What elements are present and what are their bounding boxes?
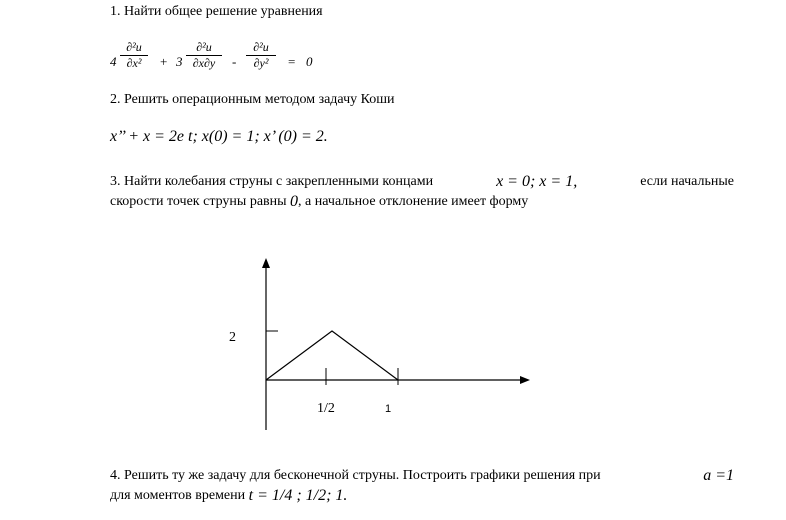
coef-4: 4: [110, 54, 117, 69]
fraction-numerator: ∂²u: [196, 40, 212, 54]
fraction-d2u-dy2: [246, 40, 276, 71]
problem-3-line-1: [110, 172, 734, 192]
problem-3-zero-math: 0: [290, 193, 299, 210]
fraction-d2u-dxdy: [186, 40, 222, 71]
x-axis-arrow: [520, 376, 530, 384]
problem-3-line-2: [110, 192, 734, 212]
problem-1-text: 1. Найти общее решение уравнения: [110, 4, 323, 19]
fraction-numerator: ∂²u: [253, 40, 269, 54]
problem-3-line-1-end: если начальные: [640, 174, 734, 189]
problem-3-line-2-end: , а начальное отклонение имеет форму: [298, 194, 529, 209]
problem-4-line-1: [110, 466, 734, 486]
problem-2-text: 2. Решить операционным методом задачу Коши: [110, 92, 395, 107]
fraction-denominator: ∂y²: [253, 56, 269, 70]
x-tick-label-half: 1/2: [317, 401, 335, 416]
fraction-numerator: ∂²u: [126, 40, 142, 54]
problem-3-boundary-math: x = 0; x = 1,: [496, 173, 578, 190]
problem-3-text: [110, 172, 734, 212]
plus-sign: +: [160, 54, 168, 69]
x-tick-label-one: 1: [384, 403, 392, 415]
problem-4-speed-math: a =1: [703, 467, 734, 484]
deflection-series-line: [266, 331, 398, 380]
problem-4-text: [110, 466, 734, 506]
cauchy-formula: x’’ + x = 2e t; x(0) = 1; x’ (0) = 2.: [110, 128, 328, 145]
coef-3: 3: [176, 54, 183, 69]
problem-4-line-2: [110, 486, 734, 506]
fraction-denominator: ∂x∂y: [192, 56, 216, 70]
y-axis-arrow: [262, 258, 270, 268]
problem-3-line-2-start: скорости точек струны равны: [110, 194, 287, 209]
minus-sign: -: [232, 54, 237, 69]
problem-4-line-1-start: 4. Решить ту же задачу для бесконечной струны. Построить графики решения при: [110, 468, 601, 483]
y-tick-label-2: 2: [229, 330, 236, 345]
zero: 0: [306, 54, 313, 69]
fraction-d2u-dx2: [120, 40, 148, 71]
equals-sign: =: [288, 54, 296, 69]
problem-4-line-2-start: для моментов времени: [110, 488, 246, 503]
problem-4-times-math: t = 1/4 ; 1/2; 1.: [248, 487, 348, 504]
problem-3-line-1-start: 3. Найти колебания струны с закрепленными концами: [110, 174, 434, 189]
fraction-denominator: ∂x²: [126, 56, 142, 70]
